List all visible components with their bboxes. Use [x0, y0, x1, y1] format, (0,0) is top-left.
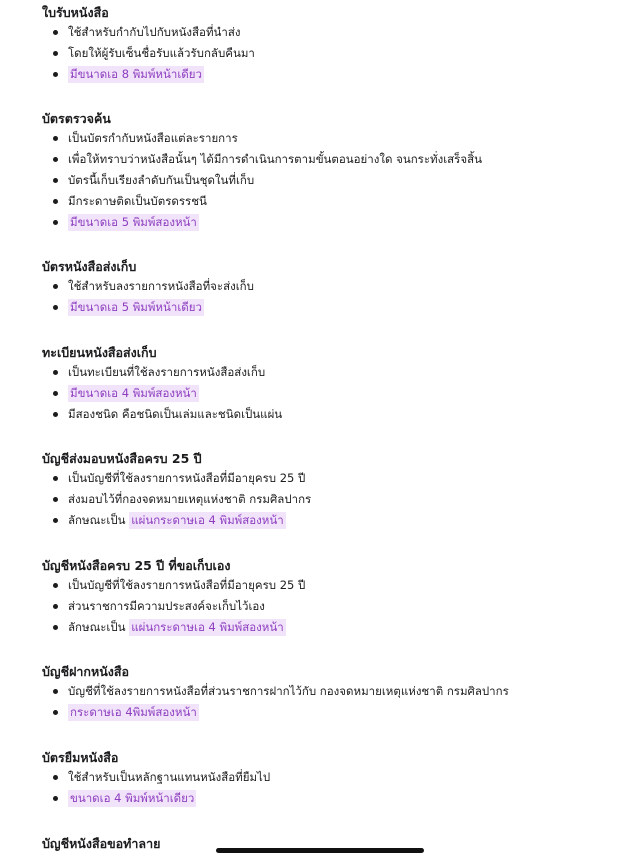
bullet-dot — [53, 136, 58, 141]
list-item — [42, 510, 630, 531]
highlighted-text: กระดาษเอ 4พิมพ์สองหน้า — [70, 705, 197, 719]
bullet-dot — [53, 689, 58, 694]
bullet-dot — [53, 710, 58, 715]
bullet-dot — [53, 518, 58, 523]
section-title: บัตรตรวจค้น — [42, 111, 111, 126]
bullet-dot — [53, 284, 58, 289]
item-text: มีกระดาษติดเป็นบัตรดรรชนี — [68, 194, 207, 208]
bullet-dot — [53, 72, 58, 77]
list-item — [42, 681, 630, 702]
list-item — [42, 362, 630, 383]
list-item — [42, 276, 630, 297]
list-item — [42, 212, 630, 233]
section-deposit-list — [42, 663, 630, 723]
section-title: บัตรหนังสือส่งเก็บ — [42, 259, 137, 274]
bullet-list — [42, 468, 630, 531]
bullet-dot — [53, 775, 58, 780]
item-text: ส่งมอบไว้ที่กองจดหมายเหตุแห่งชาติ กรมศิลปากร — [68, 492, 312, 506]
bullet-dot — [53, 625, 58, 630]
section-title: บัญชีหนังสือขอทำลาย — [42, 836, 161, 851]
item-text: ลักษณะเป็น — [68, 620, 130, 634]
bullet-list — [42, 362, 630, 425]
bullet-list — [42, 276, 630, 318]
bullet-dot — [53, 30, 58, 35]
list-item — [42, 22, 630, 43]
bullet-dot — [53, 412, 58, 417]
list-item — [42, 468, 630, 489]
item-text: เป็นทะเบียนที่ใช้ลงรายการหนังสือส่งเก็บ — [68, 365, 266, 379]
list-item — [42, 702, 630, 723]
bullet-list — [42, 575, 630, 638]
section-title: ใบรับหนังสือ — [42, 5, 109, 20]
bullet-dot — [53, 796, 58, 801]
list-item — [42, 149, 630, 170]
section-title: บัญชีฝากหนังสือ — [42, 664, 130, 679]
section-title: บัญชีส่งมอบหนังสือครบ 25 ปี — [42, 451, 202, 466]
list-item — [42, 128, 630, 149]
highlighted-text: ขนาดเอ 4 พิมพ์หน้าเดียว — [70, 791, 195, 805]
section-archive-card — [42, 258, 630, 318]
list-item — [42, 788, 630, 809]
section-receipt-form — [42, 4, 630, 85]
list-item — [42, 297, 630, 318]
bullet-dot — [53, 604, 58, 609]
highlighted-text: แผ่นกระดาษเอ 4 พิมพ์สองหน้า — [131, 513, 284, 527]
highlighted-text: มีขนาดเอ 5 พิมพ์สองหน้า — [70, 215, 197, 229]
home-indicator[interactable] — [216, 848, 424, 853]
highlighted-text: มีขนาดเอ 4 พิมพ์สองหน้า — [70, 386, 197, 400]
item-text: เป็นบัญชีที่ใช้ลงรายการหนังสือที่มีอายุครบ 25 ปี — [68, 471, 306, 485]
list-item — [42, 575, 630, 596]
highlighted-text: มีขนาดเอ 8 พิมพ์หน้าเดียว — [70, 67, 202, 81]
bullet-list — [42, 767, 630, 809]
item-text: บัญชีที่ใช้ลงรายการหนังสือที่ส่วนราชการฝากไว้กับ กองจดหมายเหตุแห่งชาติ กรมศิลปากร — [68, 684, 509, 698]
item-text: ใช้สำหรับเป็นหลักฐานแทนหนังสือที่ยืมไป — [68, 770, 271, 784]
item-text: ส่วนราชการมีความประสงค์จะเก็บไว้เอง — [68, 599, 265, 613]
section-title: บัตรยืมหนังสือ — [42, 750, 119, 765]
bullet-list — [42, 681, 630, 723]
item-text: ใช้สำหรับลงรายการหนังสือที่จะส่งเก็บ — [68, 279, 254, 293]
item-text: ลักษณะเป็น — [68, 513, 130, 527]
item-text: เป็นบัตรกำกับหนังสือแต่ละรายการ — [68, 131, 238, 145]
bullet-dot — [53, 199, 58, 204]
list-item — [42, 170, 630, 191]
bullet-dot — [53, 391, 58, 396]
item-text: บัตรนี้เก็บเรียงลำดับกันเป็นชุดในที่เก็บ — [68, 173, 255, 187]
list-item — [42, 767, 630, 788]
section-title: บัญชีหนังสือครบ 25 ปี ที่ขอเก็บเอง — [42, 558, 231, 573]
bullet-dot — [53, 370, 58, 375]
bullet-dot — [53, 476, 58, 481]
section-25-year-self-kept — [42, 557, 630, 638]
section-25-year-handover — [42, 450, 630, 531]
item-text: โดยให้ผู้รับเซ็นชื่อรับแล้วรับกลับคืนมา — [68, 46, 255, 60]
highlighted-text: แผ่นกระดาษเอ 4 พิมพ์สองหน้า — [131, 620, 284, 634]
item-text: มีสองชนิด คือชนิดเป็นเล่มและชนิดเป็นแผ่น — [68, 407, 283, 421]
bullet-dot — [53, 305, 58, 310]
item-text: เพื่อให้ทราบว่าหนังสือนั้นๆ ได้มีการดำเนินการตามขั้นตอนอย่างใด จนกระทั่งเสร็จสิ้น — [68, 152, 482, 166]
item-text: ใช้สำหรับกำกับไปกับหนังสือที่นำส่ง — [68, 25, 241, 39]
bullet-dot — [53, 51, 58, 56]
list-item — [42, 489, 630, 510]
list-item — [42, 596, 630, 617]
highlighted-text: มีขนาดเอ 5 พิมพ์หน้าเดียว — [70, 300, 202, 314]
section-archive-register — [42, 344, 630, 425]
list-item — [42, 191, 630, 212]
item-text: เป็นบัญชีที่ใช้ลงรายการหนังสือที่มีอายุครบ 25 ปี — [68, 578, 306, 592]
bullet-dot — [53, 178, 58, 183]
list-item — [42, 404, 630, 425]
bullet-dot — [53, 497, 58, 502]
bullet-list — [42, 22, 630, 85]
bullet-dot — [53, 220, 58, 225]
list-item — [42, 617, 630, 638]
section-tracking-card — [42, 110, 630, 233]
bullet-dot — [53, 157, 58, 162]
bullet-dot — [53, 583, 58, 588]
section-title: ทะเบียนหนังสือส่งเก็บ — [42, 345, 157, 360]
list-item — [42, 43, 630, 64]
list-item — [42, 64, 630, 85]
bullet-list — [42, 128, 630, 233]
section-borrow-card — [42, 749, 630, 809]
list-item — [42, 383, 630, 404]
